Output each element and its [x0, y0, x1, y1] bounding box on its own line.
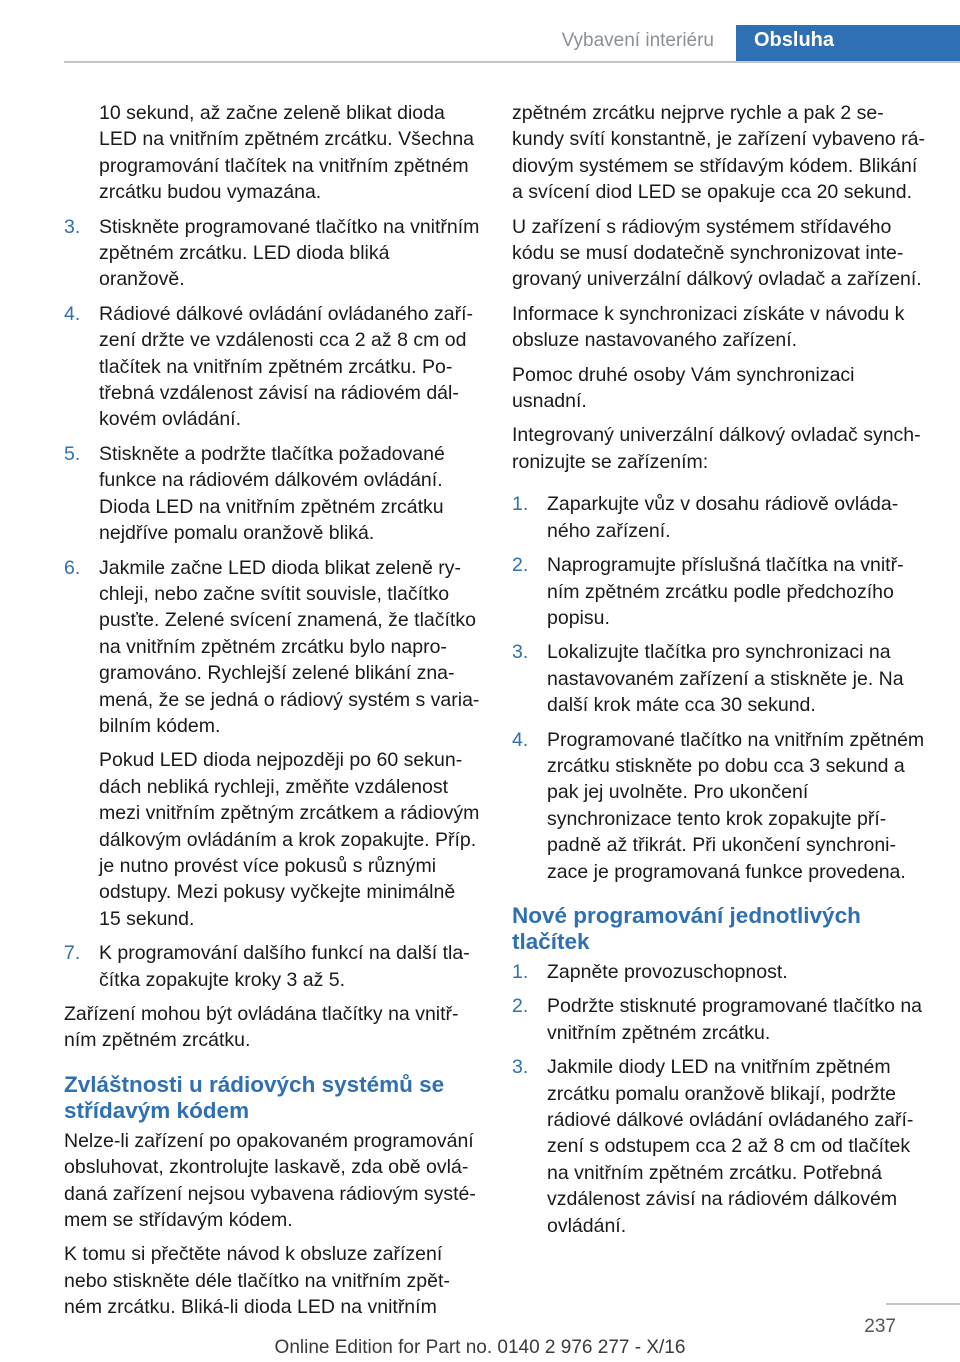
- step-number: 5.: [64, 442, 81, 465]
- left-column: [64, 100, 480, 1329]
- step-text: K programování dalšího funkcí na další tlačítka zopakujte kroky 3 až 5.: [99, 942, 470, 991]
- step-text: Jakmile diody LED na vnitřním zpětném zrcátku pomalu oranžově blikají, podržte rádiové dálkové ovládání ovládaného zařízení s odstupem cca 2 až 8 cm od tlačítek na vnitřním zpětném zrcátku. Potřebná vzdálenost závisí na rádiovém dálkovém ovládání.: [547, 1056, 914, 1237]
- body-paragraph: Zařízení mohou být ovládána tlačítky na vnitřním zpětném zrcátku.: [64, 1003, 459, 1052]
- step-text: Podržte stisknuté programované tlačítko na vnitřním zpětném zrcátku.: [547, 995, 923, 1044]
- step-number: 4.: [64, 302, 81, 325]
- body-paragraph: U zařízení s rádiovým systémem střídavého kódu se musí dodatečně synchronizovat integrovaný univerzální dálkový ovladač a zařízení.: [512, 215, 922, 291]
- step-number: 2.: [512, 995, 529, 1018]
- body-paragraph: Nelze-li zařízení po opakovaném programování obsluhovat, zkontrolujte laskavě, zda obě ovládaná zařízení nejsou vybavena rádiovým systémem se střídavým kódem.: [64, 1129, 476, 1232]
- step-text: Zaparkujte vůz v dosahu rádiově ovládaného zařízení.: [547, 493, 899, 542]
- step-number: 4.: [512, 728, 529, 751]
- list-item: [64, 301, 480, 433]
- list-item: [512, 639, 928, 718]
- step-number: 2.: [512, 554, 529, 577]
- list-item: [512, 552, 928, 631]
- list-item: [512, 1054, 928, 1239]
- reprogramming-steps-list: [512, 959, 928, 1239]
- programming-steps-list: [64, 214, 480, 993]
- step-number: 6.: [64, 556, 81, 579]
- header-section-title: Vybavení interiéru: [561, 30, 714, 51]
- step-text: Lokalizujte tlačítka pro synchronizaci na nastavovaném zařízení a stiskněte je. Na další krok máte cca 30 sekund.: [547, 641, 904, 717]
- body-paragraph: Pomoc druhé osoby Vám synchronizaci usnadní.: [512, 363, 855, 413]
- synchronization-steps-list: [512, 491, 928, 885]
- body-paragraph: Integrovaný univerzální dálkový ovladač synchronizujte se zařízením:: [512, 424, 921, 473]
- list-item: [512, 727, 928, 885]
- step-number: 3.: [512, 1056, 529, 1079]
- page-number: 237: [864, 1316, 896, 1337]
- section-heading: Nové programování jednotlivých tlačítek: [512, 902, 861, 954]
- header-rule: [64, 61, 960, 63]
- step-text: Stiskněte a podržte tlačítka požadované funkce na rádiovém dálkovém ovládání. Dioda LED na vnitřním zpětném zrcátku nejdříve pomalu oranžově bliká.: [99, 442, 445, 545]
- list-item: [64, 214, 480, 293]
- step-number: 7.: [64, 942, 81, 965]
- step-number: 1.: [512, 960, 529, 983]
- header-chapter-tab: Obsluha: [736, 25, 960, 61]
- list-item: [64, 555, 480, 933]
- footer-rule: [886, 1303, 960, 1305]
- list-item: [64, 441, 480, 547]
- step-number: 3.: [64, 215, 81, 238]
- step-number: 1.: [512, 493, 529, 516]
- list-item: [512, 993, 928, 1046]
- list-item: [64, 940, 480, 993]
- step-text: Rádiové dálkové ovládání ovládaného zařízení držte ve vzdálenosti cca 2 až 8 cm od tlačítek na vnitřním zpětném zrcátku. Potřebná vzdálenost závisí na rádiovém dálkovém ovládání.: [99, 302, 474, 431]
- edition-note: Online Edition for Part no. 0140 2 976 277 - X/16: [274, 1337, 686, 1358]
- body-paragraph: K tomu si přečtěte návod k obsluze zařízení nebo stiskněte déle tlačítko na vnitřním zpětném zrcátku. Bliká-li dioda LED na vnitřním: [64, 1243, 450, 1319]
- body-paragraph: Informace k synchronizaci získáte v návodu k obsluze nastavovaného zařízení.: [512, 302, 905, 352]
- step-text: Zapněte provozuschopnost.: [547, 960, 788, 983]
- step-text: Stiskněte programované tlačítko na vnitřním zpětném zrcátku. LED dioda bliká oranžově.: [99, 215, 480, 291]
- step-subparagraph: Pokud LED dioda nejpozději po 60 sekundách nebliká rychleji, změňte vzdálenost mezi vnitřním zpětným zrcátkem a rádiovým dálkovým ovládáním a krok zopakujte. Příp. je nutno provést více pokusů s různými odstupy. Mezi pokusy vyčkejte minimálně 15 sekund.: [99, 749, 480, 930]
- step-text: Naprogramujte příslušná tlačítka na vnitřním zpětném zrcátku podle předchozího popisu.: [547, 554, 904, 629]
- step-text: Programované tlačítko na vnitřním zpětném zrcátku stiskněte po dobu cca 3 sekund a pak jej uvolněte. Pro ukončení synchronizace tento krok zopakujte případně až třikrát. Při ukončení synchronizace je programovaná funkce provedena.: [547, 728, 925, 883]
- step-number: 3.: [512, 641, 529, 664]
- list-item: [512, 491, 928, 544]
- list-item: [512, 959, 928, 985]
- right-column: [512, 100, 928, 1247]
- section-heading: Zvláštnosti u rádiových systémů se střídavým kódem: [64, 1071, 445, 1123]
- step-text: Jakmile začne LED dioda blikat zeleně rychleji, nebo začne svítit souvisle, tlačítko pusťte. Zelené svícení znamená, že tlačítko na vnitřním zpětném zrcátku bylo naprogramováno. Rychlejší zelené blikání znamená, že se jedná o rádiový systém s variabilním kódem.: [99, 556, 480, 737]
- continued-step-text: 10 sekund, až začne zeleně blikat dioda LED na vnitřním zpětném zrcátku. Všechna programování tlačítek na vnitřním zpětném zrcátku budou vymazána.: [99, 102, 475, 204]
- body-paragraph: zpětném zrcátku nejprve rychle a pak 2 sekundy svítí konstantně, je zařízení vybaveno rádiovým systémem se střídavým kódem. Blikání a svícení diod LED se opakuje cca 20 sekund.: [512, 102, 925, 204]
